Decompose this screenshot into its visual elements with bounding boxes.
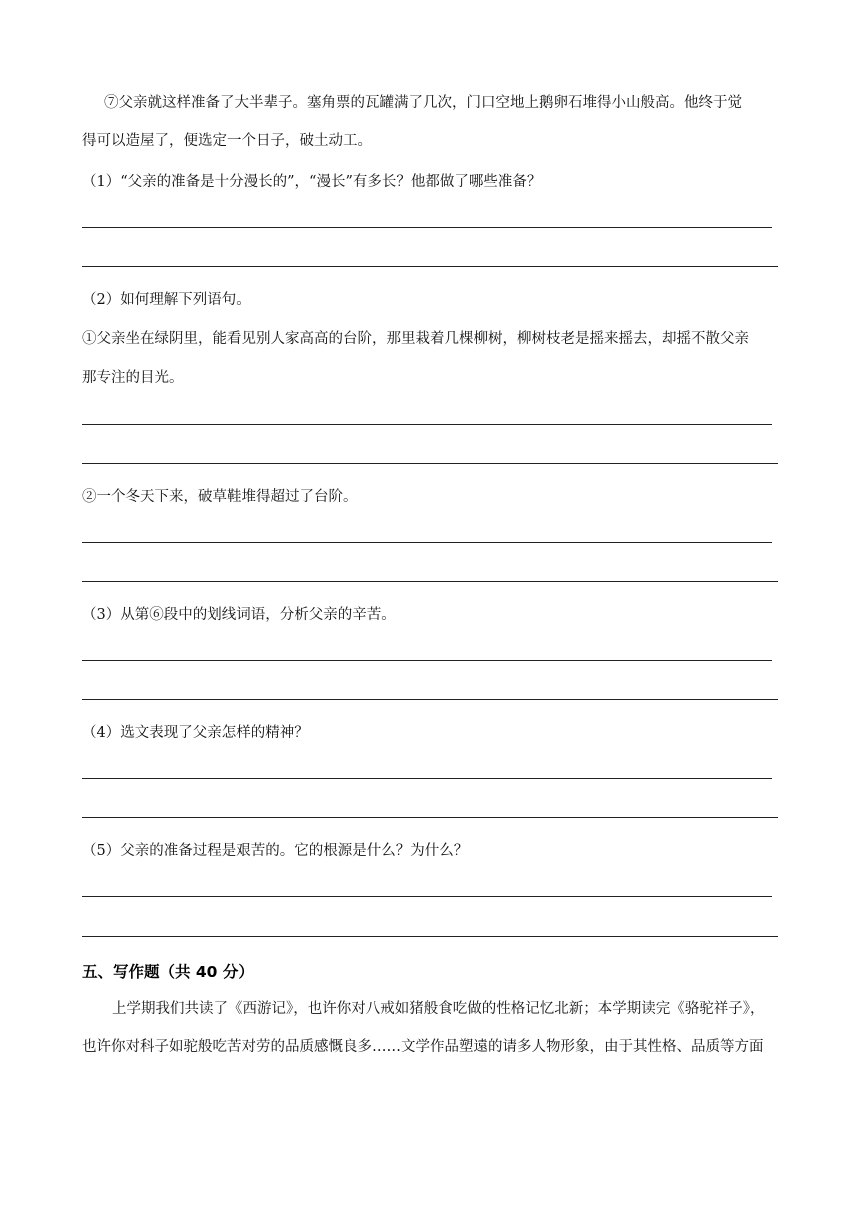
passage-para7-line2: 得可以造屋了，便选定一个日子，破土动工。 (82, 133, 372, 149)
writing-prompt-line1: 上学期我们共读了《西游记》，也许你对八戒如猪般食吃做的性格记忆北新；本学期读完《骆驼祥子》， (112, 1001, 765, 1017)
writing-prompt-line2: 也许你对科子如驼般吃苦对劳的品质感慨良多……文学作品塑遠的请多人物形象，由于其性格、品质等方面 (82, 1039, 764, 1055)
section-heading-writing: 五、写作题（共 40 分） (82, 963, 254, 981)
answer-line (82, 266, 778, 267)
answer-line (82, 936, 778, 937)
answer-line (82, 896, 772, 897)
answer-line (82, 463, 778, 464)
answer-line (82, 660, 772, 661)
question-5: （5）父亲的准备过程是艰苦的。它的根源是什么？为什么？ (82, 843, 469, 859)
answer-line (82, 424, 772, 425)
answer-line (82, 817, 778, 818)
answer-line (82, 699, 778, 700)
question-3: （3）从第⑥段中的划线词语，分析父亲的辛苦。 (82, 607, 396, 623)
question-2-item-1-line1: ①父亲坐在绿阴里，能看见别人家高高的台阶，那里栽着几棵柳树，柳树枝老是摇来摇去，却摇不散父亲 (82, 331, 749, 347)
question-1: （1）“父亲的准备是十分漫长的”，“漫长”有多长？他都做了哪些准备？ (82, 174, 542, 190)
question-2-item-2: ②一个冬天下来，破草鞋堆得超过了台阶。 (82, 489, 358, 505)
answer-line (82, 227, 772, 228)
answer-line (82, 778, 772, 779)
question-2-item-1-line2: 那专注的目光。 (82, 370, 184, 386)
answer-line (82, 542, 772, 543)
question-2: （2）如何理解下列语句。 (82, 292, 251, 308)
answer-line (82, 581, 778, 582)
passage-para7-line1: ⑦父亲就这样准备了大半辈子。塞角票的瓦罐满了几次，门口空地上鹅卵石堆得小山般高。他终于觉 (104, 95, 742, 111)
question-4: （4）选文表现了父亲怎样的精神？ (82, 725, 309, 741)
